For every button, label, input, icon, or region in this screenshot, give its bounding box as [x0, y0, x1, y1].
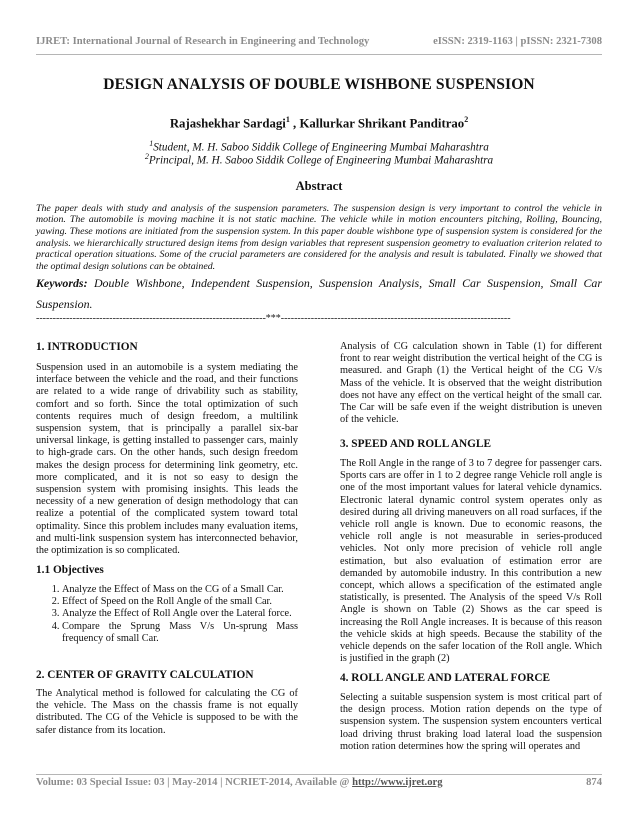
speed-text: The Roll Angle in the range of 3 to 7 degree for passenger cars. Sports cars are offer in 1 to 2 degree range Vehicle roll angle is one of the most important values for lateral vehicle dynamics. Electronic lateral dynamic control system operates only as desired during all driving maneuvers on all road surfaces, if the vehicle roll angle is known. Due to economic reasons, the vehicle roll angle is not measurable in series-produced vehicles. Not only more precision of vehicle roll angle estimation, but also evaluation of estimation error are demanded by automobile industry. In this contribution a new concept, which allows a specification of the estimated angle statistically, is presented. The Analysis of the speed V/s Roll Angle is shown on Table (2) Shows as the car speed is increasing the Roll Angle increases. It is because of this reason the vehicle skids at high speeds. Because the stability of the vehicle depends on the safer location of the Roll angle. Which is justified in the graph (2)	[340, 458, 602, 665]
journal-name: IJRET: International Journal of Research in Engineering and Technology	[36, 36, 370, 47]
issn: eISSN: 2319-1163 | pISSN: 2321-7308	[433, 36, 602, 47]
intro-text: Suspension used in an automobile is a system mediating the interface between the vehicle and the road, and their functions are related to a wide range of drivability such as stability, comfort and so forth. Since the total optimization of such contents requires much of design freedom, a multilink suspension system, that is principally a parallel six-bar universal linkage, is getting installed to passenger cars, mainly to high-grade cars. On the other hands, such design freedom makes the design process for determining link geometry, etc. more complicated, and it is not so easy to design the suspension system with promising insights. This leads the necessity of a new generation of design methodology that can realize a potential of the complicated system toward total optimality. Since this problem includes many evaluation items, and multi-link suspension system has interconnected behavior, the optimization is so complicated.	[36, 362, 298, 557]
abstract-text: The paper deals with study and analysis of the suspension parameters. The suspension design is very important to control the vehicle in motion. The automobile is moving machine it is not static machine. The vehicle while in motion encounters pitching, Rolling, Bouncing, yawing. These motions are initiated from the suspension system. In this paper double wishbone type of suspension system is considered for the analysis. we hierarchically structured design items from design variables that represent suspension geometry to evaluation criterion related to practical operation situations. Some of the crucial parameters are considered for the analysis and result is tabulated. Finally we showed that the optimal design solutions can be obtained.	[36, 202, 602, 272]
left-column	[36, 334, 298, 754]
header-rule	[36, 54, 602, 55]
author-separator: ,	[289, 116, 300, 131]
keywords-text: Double Wishbone, Independent Suspension, Suspension Analysis, Small Car Suspension, Small Car Suspension.	[36, 276, 602, 311]
roll-text: Selecting a suitable suspension system is most critical part of the design process. Motion ration depends on the type of suspension system. The suspension system encounters vertical load driving thrust braking load lateral load the suspension motion ration determines how the spring will operates and	[340, 692, 602, 752]
affiliation-1-text: Student, M. H. Saboo Siddik College of Engineering Mumbai Maharashtra	[153, 141, 489, 154]
paper-title: DESIGN ANALYSIS OF DOUBLE WISHBONE SUSPENSION	[103, 76, 535, 93]
roll-heading: 4. ROLL ANGLE AND LATERAL FORCE	[340, 672, 551, 684]
cg-text: The Analytical method is followed for calculating the CG of the vehicle. The Mass on the chassis frame is not equally distributed. The CG of the Vehicle is supposed to be with the safer distance from its location.	[36, 688, 298, 736]
affiliation-2	[0, 152, 638, 167]
keywords	[36, 273, 602, 315]
affiliation-1-sup: 1	[149, 139, 154, 148]
cg-continued-text: Analysis of CG calculation shown in Table (1) for different front to rear weight distribution the vertical height of the CG is measured. and Graph (1) the Vertical height of the CG V/s Mass of the vehicle. It is observed that the weight distribution does not have any effect on the vertical height of the small car. The Car will be safe even if the weight distribution is uneven of the vehicle.	[340, 341, 602, 426]
author-1-sup: 1	[285, 115, 290, 124]
objectives-heading: 1.1 Objectives	[36, 564, 104, 576]
speed-heading: 3. SPEED AND ROLL ANGLE	[340, 438, 491, 450]
section-separator: ---------------------------------------------------------------------***---------------------------------------------------------------------	[36, 313, 511, 324]
affiliation-2-text: Principal, M. H. Saboo Siddik College of Engineering Mumbai Maharashtra	[148, 154, 494, 167]
objectives-list	[36, 584, 298, 645]
running-header	[36, 36, 602, 47]
author-2-sup: 2	[464, 115, 469, 124]
abstract-heading: Abstract	[295, 179, 343, 193]
list-item: 4. Compare the Sprung Mass V/s Un-sprung Mass frequency of small Car.	[62, 621, 298, 645]
footer-left	[36, 777, 443, 788]
footer-volume: Volume: 03 Special Issue: 03 | May-2014 | NCRIET-2014, Available @	[36, 777, 353, 788]
affiliation-2-sup: 2	[144, 152, 149, 161]
footer-rule	[36, 774, 602, 775]
author-1: Rajashekhar Sardagi	[169, 116, 286, 131]
intro-heading: 1. INTRODUCTION	[36, 341, 138, 353]
list-item: 3. Analyze the Effect of Roll Angle over the Lateral force.	[62, 608, 298, 620]
author-2: Kallurkar Shrikant Panditrao	[299, 116, 465, 131]
journal-link[interactable]: http://www.ijret.org	[352, 777, 443, 788]
right-column	[340, 334, 602, 754]
list-item: 1. Analyze the Effect of Mass on the CG of a Small Car.	[62, 584, 298, 596]
authors	[0, 115, 638, 131]
page-number: 874	[586, 777, 602, 788]
keywords-label: Keywords:	[36, 276, 88, 290]
running-footer	[36, 777, 602, 788]
cg-heading: 2. CENTER OF GRAVITY CALCULATION	[36, 669, 254, 681]
list-item: 2. Effect of Speed on the Roll Angle of the small Car.	[62, 596, 298, 608]
